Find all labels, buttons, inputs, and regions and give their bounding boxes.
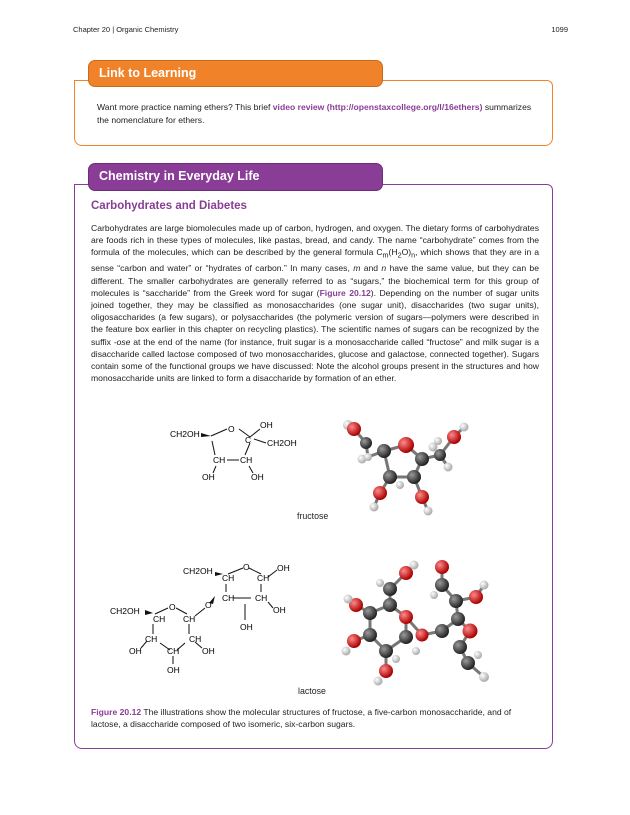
link-to-learning-text <box>97 101 537 127</box>
lactose-ch-l5: CH <box>167 646 180 656</box>
everyday-life-title: Chemistry in Everyday Life <box>88 163 383 191</box>
video-review-link[interactable]: video review (http://openstaxcollege.org/l/16ethers) <box>272 102 483 112</box>
fructose-ch2oh-right: CH2OH <box>267 438 297 448</box>
page-number: 1099 <box>551 25 568 34</box>
fructose-ch2oh-left: CH2OH <box>170 429 200 439</box>
lactose-ch2oh-upper: CH2OH <box>183 566 213 576</box>
lactose-label: lactose <box>298 686 326 696</box>
lactose-oh-l2: OH <box>202 646 215 656</box>
running-header-chapter: Chapter 20 | Organic Chemistry <box>73 25 179 34</box>
figure-caption-label: Figure 20.12 <box>91 707 142 717</box>
fructose-ch-right: CH <box>240 455 253 465</box>
lactose-ch-l4: CH <box>189 634 202 644</box>
figure-reference-link[interactable]: Figure 20.12 <box>319 287 371 298</box>
lactose-ball-and-stick-model <box>330 555 505 690</box>
lactose-ring-oxygen-upper: O <box>243 562 250 572</box>
lactose-ch2oh-lower: CH2OH <box>110 606 140 616</box>
lactose-ch-l3: CH <box>145 634 158 644</box>
ltl-text-after: summarizes the nomenclature for ethers. <box>97 102 532 125</box>
ltl-text-before: Want more practice naming ethers? This brief <box>97 102 273 112</box>
lactose-oh-u2: OH <box>273 605 286 615</box>
figure-caption <box>91 706 541 730</box>
fructose-oh-bottom-right: OH <box>251 472 264 482</box>
body-paragraph: Carbohydrates are large biomolecules made up of carbon, hydrogen, and oxygen. The dietary forms of carbohydrates are foods rich in these types of molecules, like pastas, bread, and candy. The name “carbohydrate” comes from the formula of the molecules, which can be described by the general formula $C_m(H_2O)_n$, which shows that they are in a sense “carbon and water” or “hydrates of carbon.” In many cases, m and n have the same value, but they can be different. The smaller carbohydrates are generally referred to as “sugars,” the biochemical term for this group of molecules is “saccharide” from the Greek word for sugar (Figure 20.12). Depending on the number of sugar units joined together, they may be classified as monosaccharides (one sugar unit), disaccharides (two sugar units), oligosaccharides (a few sugars), or polysaccharides (the polymeric version of sugars—polymers were described in the feature box earlier in this chapter on recycling plastics). The scientific names of sugars can be recognized by the suffix -ose at the end of the name (for instance, fruit sugar is a monosaccharide called “fructose” and milk sugar is a disaccharide called lactose composed of two monosaccharides, glucose and galactose, connected together). Sugars contain some of the functional groups we have discussed: Note the alcohol groups present in the structures and how monosaccharide units are linked to form a disaccharide by formation of an ether. <box>91 223 540 384</box>
fructose-ch-left: CH <box>213 455 226 465</box>
figure-caption-text: The illustrations show the molecular structures of fructose, a five-carbon monosaccharide, and of lactose, a disaccharide composed of two isomeric, six-carbon sugars. <box>91 707 512 730</box>
lactose-ch-u1: CH <box>222 573 235 583</box>
fructose-label: fructose <box>297 511 329 521</box>
lactose-ch-l2: CH <box>183 614 196 624</box>
lactose-oh-u3: OH <box>240 622 253 632</box>
lactose-ch-l1: CH <box>153 614 166 624</box>
lactose-ch-u4: CH <box>255 593 268 603</box>
fructose-structural-formula <box>165 415 330 490</box>
fructose-ball-and-stick-model <box>338 415 478 520</box>
lactose-ring-oxygen-lower: O <box>169 602 176 612</box>
lactose-oh-l3: OH <box>167 665 180 675</box>
fructose-oh-bottom-left: OH <box>202 472 215 482</box>
lactose-oh-u1: OH <box>277 563 290 573</box>
lactose-glycosidic-oxygen: O <box>205 600 212 610</box>
fructose-oh-top: OH <box>260 420 273 430</box>
link-to-learning-title: Link to Learning <box>88 60 383 87</box>
section-title: Carbohydrates and Diabetes <box>91 200 247 212</box>
fructose-ring-oxygen: O <box>228 424 235 434</box>
lactose-structural-formula <box>105 558 305 678</box>
lactose-oh-l1: OH <box>129 646 142 656</box>
lactose-ch-u3: CH <box>222 593 235 603</box>
lactose-ch-u2: CH <box>257 573 270 583</box>
fructose-ring-carbon: C <box>245 435 252 445</box>
